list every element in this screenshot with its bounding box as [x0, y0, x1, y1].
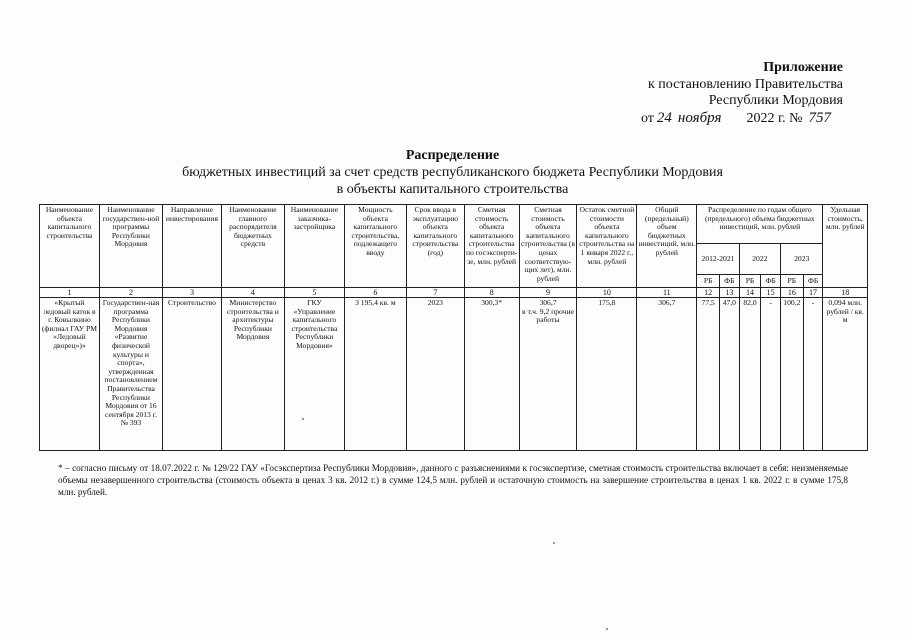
budget-label: РБ	[697, 275, 720, 288]
cell-cost-expertise: 300,3*	[464, 298, 519, 451]
column-number: 8	[464, 288, 519, 298]
col-header-cost-current: Сметная стоимость объекта капитального строительства (в ценах соответствую-щих лет), млн. рублей	[519, 205, 577, 288]
year-header-2023: 2023	[780, 244, 822, 275]
year-header-2012-2021: 2012-2021	[697, 244, 739, 275]
cell-fb-2022: -	[761, 298, 781, 451]
column-number: 12	[697, 288, 720, 298]
cell-unit-cost: 0,094 млн. рублей / кв. м	[823, 298, 868, 451]
date-prefix: от	[640, 110, 654, 126]
cell-direction: Строительство	[162, 298, 221, 451]
investment-table	[39, 204, 868, 451]
col-header-program: Наименование государствен-ной программы Республики Мордовия	[99, 205, 162, 288]
budget-label: РБ	[780, 275, 803, 288]
scan-speck	[553, 542, 555, 544]
budget-label: ФБ	[803, 275, 823, 288]
column-number: 17	[803, 288, 823, 298]
year-header-2022: 2022	[739, 244, 780, 275]
budget-label: РБ	[739, 275, 761, 288]
column-number: 1	[40, 288, 100, 298]
col-header-year: Срок ввода в эксплуатацию объекта капитального строительства (год)	[406, 205, 464, 288]
column-number: 7	[406, 288, 464, 298]
budget-label: ФБ	[761, 275, 781, 288]
cell-cost-current	[519, 298, 577, 451]
appendix-date-line	[641, 110, 843, 128]
col-header-capacity: Мощность объекта капитального строительства, подлежащего вводу	[344, 205, 406, 288]
col-header-distribution: Распределение по годам общего (предельного) объема бюджетных инвестиций, млн. рублей	[697, 205, 823, 244]
col-header-direction: Направление инвестирования	[162, 205, 221, 288]
appendix-header	[641, 60, 843, 127]
column-number: 9	[519, 288, 577, 298]
date-day: 24	[656, 109, 672, 126]
column-number: 4	[221, 288, 284, 298]
col-header-customer: Наименование заказчика-застройщика	[284, 205, 344, 288]
column-number: 11	[637, 288, 697, 298]
decree-number: 757	[808, 109, 831, 126]
cell-rb-2012-2021: 77,5	[697, 298, 720, 451]
col-header-cost-expertise: Сметная стоимость объекта капитального строительства по госэксперти-зе, млн. рублей	[464, 205, 519, 288]
cell-manager: Министерство строительства и архитектуры Республики Мордовия	[221, 298, 284, 451]
col-header-object: Наименование объекта капитального строительства	[40, 205, 100, 288]
cell-object: «Крытый ледовый каток в г. Ковылкино (филиал ГАУ РМ «Ледовый дворец»)»	[40, 298, 100, 451]
col-header-remaining: Остаток сметной стоимости объекта капитального строительства на 1 января 2022 г., млн. рублей	[577, 205, 637, 288]
appendix-title: Приложение	[763, 60, 843, 75]
table-row	[40, 298, 868, 451]
cell-program: Государствен-ная программа Республики Мордовия «Развитие физической культуры и спорта», утвержденная постановлением Правительства Республики Мордовия от 16 сентября 2013 г. № 393	[99, 298, 162, 451]
cost-current-value: 306,7	[539, 298, 557, 307]
col-header-manager: Наименование главного распорядителя бюджетных средств	[221, 205, 284, 288]
document-title	[0, 147, 905, 198]
column-number: 5	[284, 288, 344, 298]
cell-customer: ГКУ «Управление капитального строительства Республики Мордовия»	[284, 298, 344, 451]
cost-current-note: в т.ч. 9,2 прочие работы	[522, 306, 574, 325]
document-title-line-1: бюджетных инвестиций за счет средств республиканского бюджета Республики Мордовия	[182, 165, 723, 180]
column-number: 15	[761, 288, 781, 298]
column-number: 14	[739, 288, 761, 298]
column-number: 6	[344, 288, 406, 298]
column-number: 3	[162, 288, 221, 298]
date-month: ноября	[677, 109, 722, 126]
col-header-unit-cost: Удельная стоимость, млн. рублей	[823, 205, 868, 288]
appendix-line-1: к постановлению Правительства	[647, 76, 843, 92]
cell-fb-2023: -	[803, 298, 823, 451]
date-year: 2022 г. №	[746, 110, 803, 126]
column-number: 13	[720, 288, 740, 298]
budget-label: ФБ	[720, 275, 740, 288]
footnote: * – согласно письму от 18.07.2022 г. № 129/22 ГАУ «Госэкспертиза Республики Мордовия», данного с разъяснениями к госэкспертизе, сметная стоимость строительства включает в себя: неизменяемые объемы незавершенного строительства (стоимость объекта в ценах 3 кв. 2012 г.) в сумме 124,5 млн. рублей и остаточную стоимость на завершение строительства в ценах 1 кв. 2022 г. в сумме 175,8 млн. рублей.	[58, 463, 848, 498]
column-number: 16	[780, 288, 803, 298]
column-number-row	[40, 288, 868, 298]
document-title-line-2: в объекты капитального строительства	[336, 182, 569, 197]
column-number: 2	[99, 288, 162, 298]
scan-speck	[606, 628, 608, 630]
cell-rb-2022: 82,0	[739, 298, 761, 451]
cell-rb-2023: 100,2	[780, 298, 803, 451]
cell-capacity: 3 195,4 кв. м	[344, 298, 406, 451]
cell-fb-2012-2021: 47,0	[720, 298, 740, 451]
document-title-main: Распределение	[405, 148, 500, 163]
cell-remaining: 175,8	[577, 298, 637, 451]
col-header-total: Общий (предельный) объем бюджетных инвестиций, млн. рублей	[637, 205, 697, 288]
scan-speck	[302, 418, 304, 420]
cell-total: 306,7	[637, 298, 697, 451]
column-number: 10	[577, 288, 637, 298]
column-number: 18	[823, 288, 868, 298]
cell-year: 2023	[406, 298, 464, 451]
appendix-line-2: Республики Мордовия	[708, 93, 843, 108]
